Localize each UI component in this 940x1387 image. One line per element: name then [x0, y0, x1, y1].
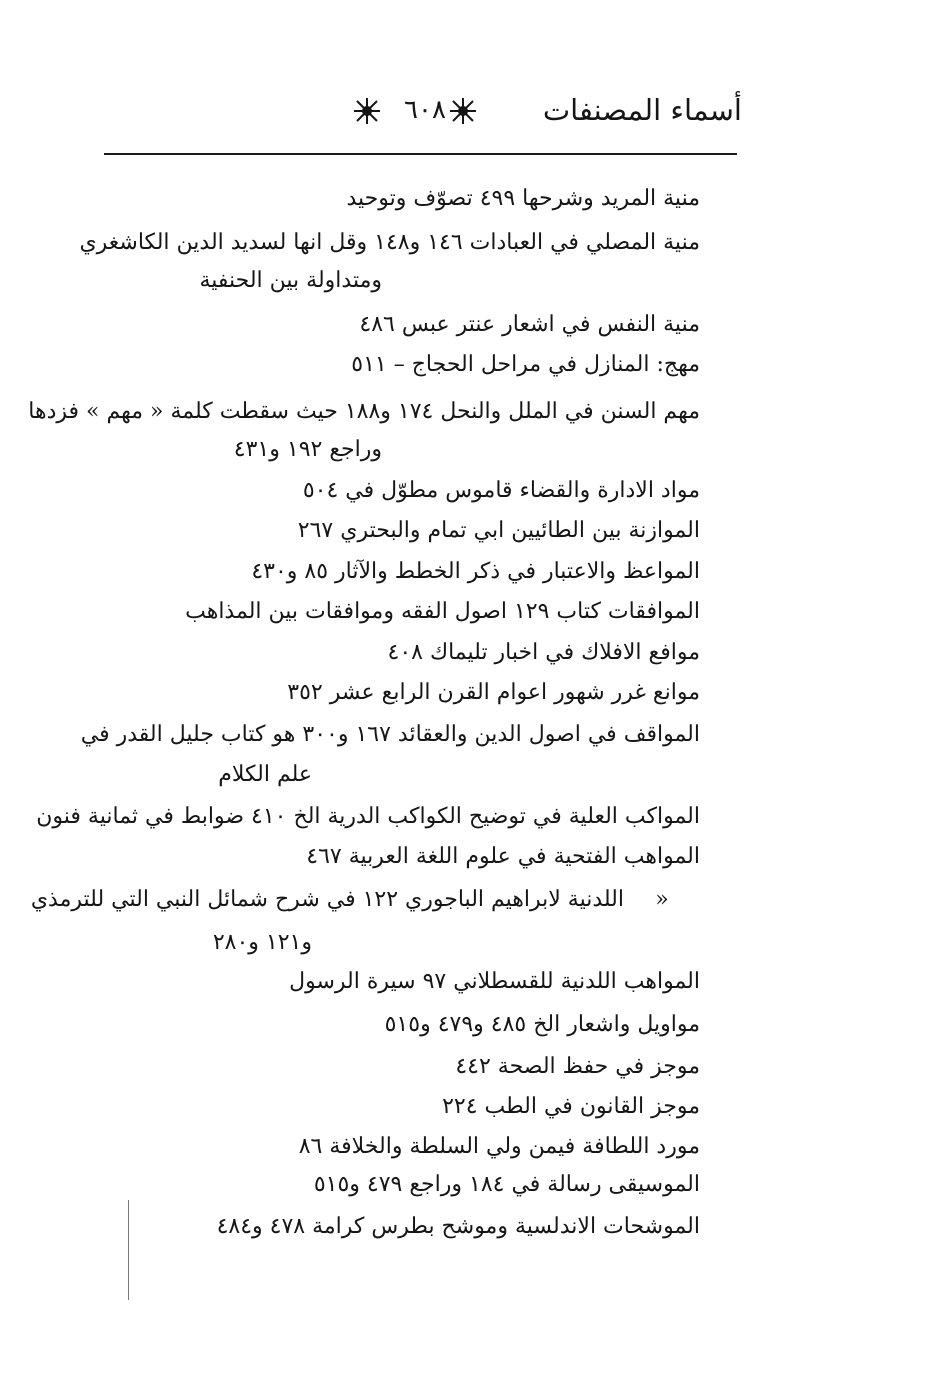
index-entry: المواهب الفتحية في علوم اللغة العربية ٤٦٧ [306, 844, 700, 869]
index-entry-continuation: ومتداولة بين الحنفية [199, 268, 382, 293]
index-entry: المواعظ والاعتبار في ذكر الخطط والآثار ٨٥ و٤٣٠ [251, 559, 700, 584]
margin-line [128, 1200, 129, 1300]
index-entry: مهم السنن في الملل والنحل ١٧٤ و١٨٨ حيث سقطت كلمة « مهم » فزدها [28, 399, 700, 424]
index-entry: الموافقات كتاب ١٢٩ اصول الفقه وموافقات بين المذاهب [185, 599, 700, 624]
page-number: ٦٠٨ [404, 95, 446, 125]
index-entry: منية النفس في اشعار عنتر عبس ٤٨٦ [359, 312, 700, 337]
index-entry: مورد اللطافة فيمن ولي السلطة والخلافة ٨٦ [298, 1134, 700, 1159]
index-entry: الموازنة بين الطائيين ابي تمام والبحتري ٢٦٧ [297, 518, 700, 543]
index-entry: موجز في حفظ الصحة ٤٤٢ [455, 1054, 700, 1079]
index-entry: المواقف في اصول الدين والعقائد ١٦٧ و٣٠٠ هو كتاب جليل القدر في [80, 722, 700, 747]
index-entry: المواهب اللدنية للقسطلاني ٩٧ سيرة الرسول [289, 969, 700, 994]
index-entry: اللدنية لابراهيم الباجوري ١٢٢ في شرح شمائل النبي التي للترمذي [30, 887, 624, 912]
index-entry: مواويل واشعار الخ ٤٨٥ و٤٧٩ و٥١٥ [384, 1012, 700, 1037]
index-entry: الموشحات الاندلسية وموشح بطرس كرامة ٤٧٨ و٤٨٤ [216, 1214, 700, 1239]
index-entry-continuation: و١٢١ و٢٨٠ [212, 930, 312, 955]
index-entry: مواد الادارة والقضاء قاموس مطوّل في ٥٠٤ [302, 478, 700, 503]
running-header-title: أسماء المصنفات [542, 93, 742, 127]
index-entry: منية المريد وشرحها ٤٩٩ تصوّف وتوحيد [346, 186, 700, 211]
index-entry: مهج: المنازل في مراحل الحجاج – ٥١١ [351, 352, 700, 377]
index-entry: الموسيقى رسالة في ١٨٤ وراجع ٤٧٩ و٥١٥ [313, 1172, 700, 1197]
index-entry: منية المصلي في العبادات ١٤٦ و١٤٨ وقل انها لسديد الدين الكاشغري [79, 230, 700, 255]
index-entry: موجز القانون في الطب ٢٢٤ [442, 1094, 700, 1119]
index-entry: موافع الافلاك في اخبار تليماك ٤٠٨ [387, 640, 700, 665]
ditto-mark: » [655, 887, 669, 912]
index-entry: موانع غرر شهور اعوام القرن الرابع عشر ٣٥٢ [287, 680, 700, 705]
index-entry-continuation: وراجع ١٩٢ و٤٣١ [233, 437, 382, 462]
index-entry: المواكب العلية في توضيح الكواكب الدرية الخ ٤١٠ ضوابط في ثمانية فنون [36, 804, 700, 829]
index-entry-continuation: علم الكلام [218, 762, 312, 787]
